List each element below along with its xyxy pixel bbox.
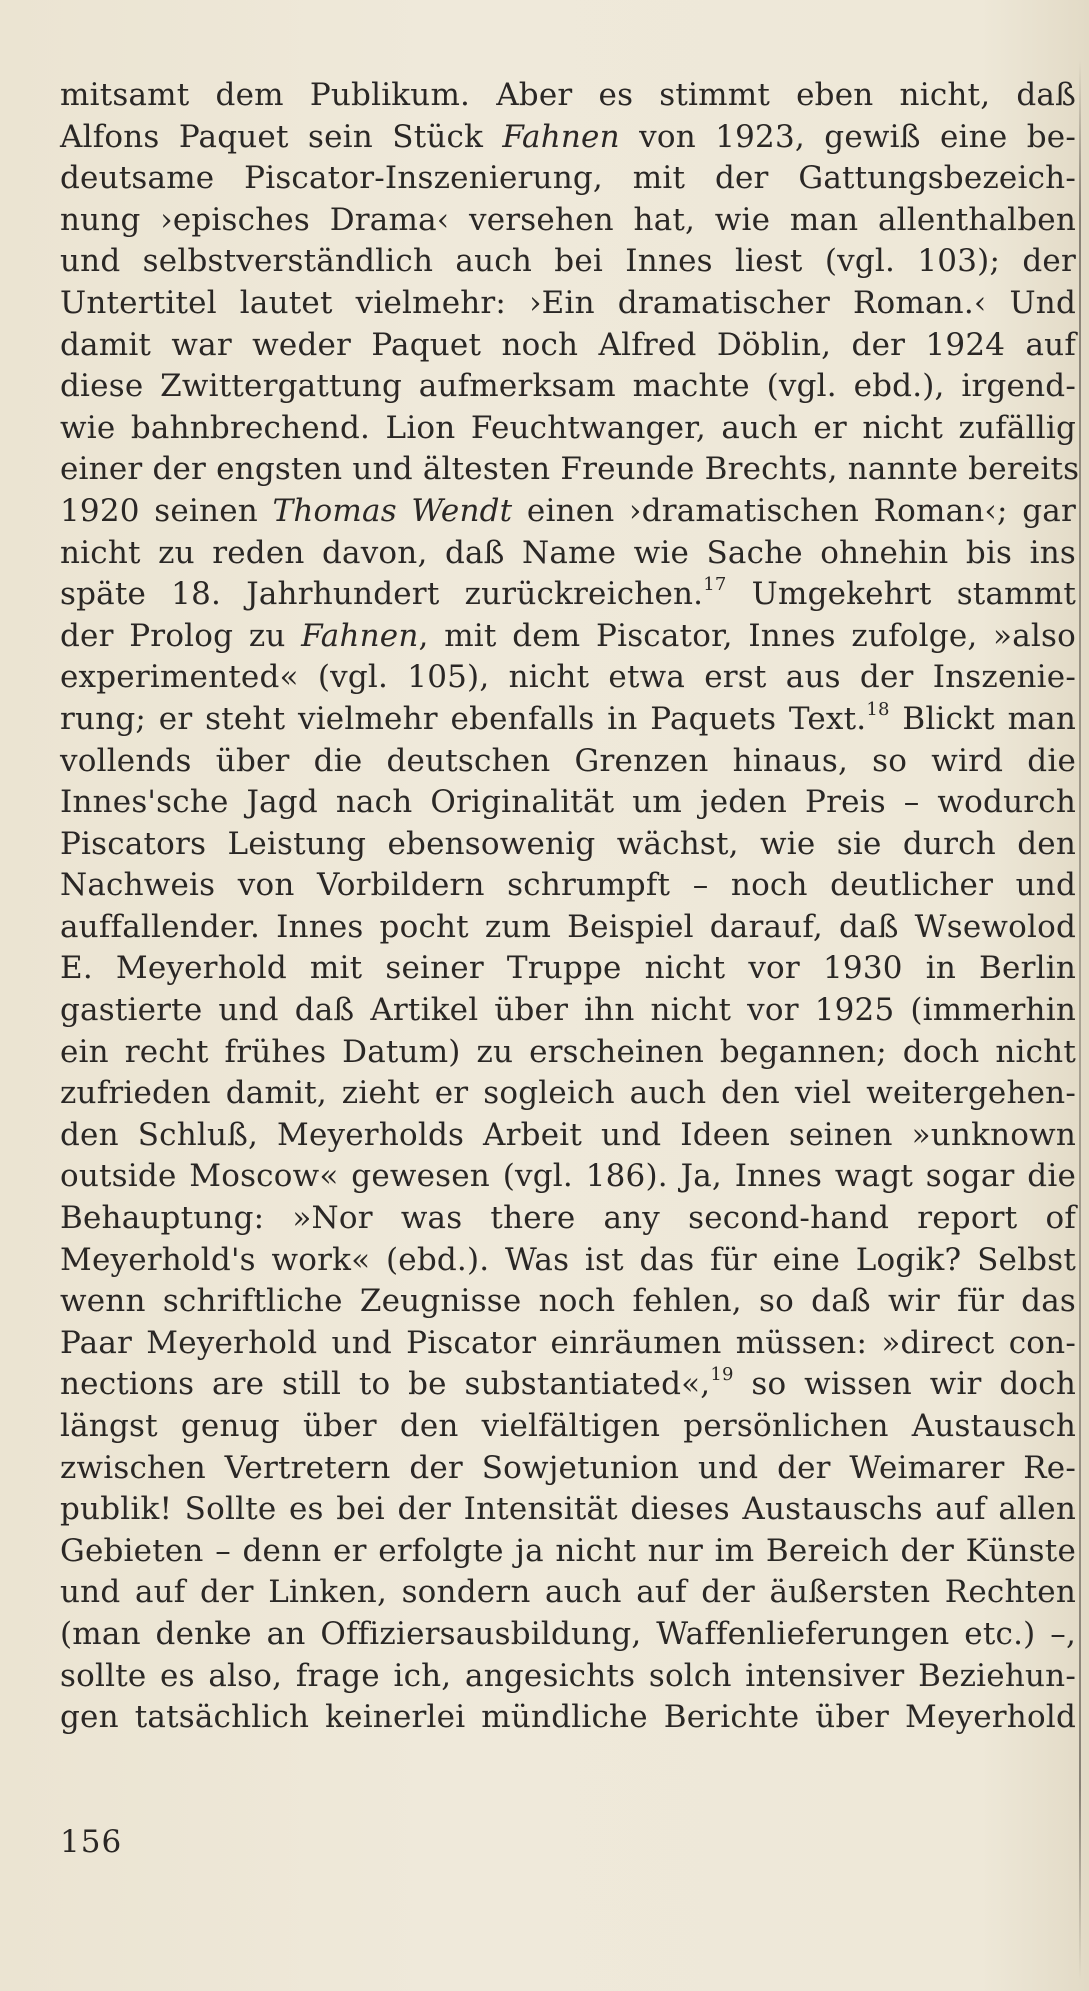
text-run: der Prolog zu xyxy=(60,617,302,654)
text-line xyxy=(60,241,1076,283)
text-run: einen ›dramatischen Roman‹; gar xyxy=(512,492,1076,529)
text-run: Gebieten – denn er erfolgte ja nicht nur im Bereich der Künste xyxy=(60,1532,1076,1569)
text-line xyxy=(60,1240,1076,1282)
text-run: experimented« (vgl. 105), nicht etwa erst aus der Inszenie- xyxy=(60,659,1076,696)
text-run: gen tatsächlich keinerlei mündliche Berichte über Meyerhold xyxy=(60,1699,1076,1736)
text-run: gastierte und daß Artikel über ihn nicht vor 1925 (immerhin xyxy=(60,992,1076,1029)
text-run: so wissen wir doch xyxy=(733,1366,1076,1403)
text-line xyxy=(60,782,1076,824)
text-line xyxy=(60,616,1076,658)
text-run: nung ›episches Drama‹ versehen hat, wie man allenthalben xyxy=(60,201,1076,238)
text-run: und selbstverständlich auch bei Innes liest (vgl. 103); der xyxy=(60,243,1076,280)
text-run: E. Meyerhold mit seiner Truppe nicht vor 1930 in Berlin xyxy=(60,950,1076,987)
text-line xyxy=(60,1406,1076,1448)
text-line xyxy=(60,699,1076,741)
text-line xyxy=(60,948,1076,990)
text-line xyxy=(60,1614,1076,1656)
text-line xyxy=(60,1656,1076,1698)
text-run: , mit dem Piscator, Innes zufolge, »also xyxy=(418,617,1076,654)
footnote-marker: 19 xyxy=(710,1364,734,1386)
text-line xyxy=(60,200,1076,242)
text-run: rung; er steht vielmehr ebenfalls in Paquets Text. xyxy=(60,700,867,737)
text-line xyxy=(60,491,1076,533)
text-line xyxy=(60,533,1076,575)
text-run: Paar Meyerhold und Piscator einräumen müssen: »direct con- xyxy=(60,1324,1076,1361)
italic-title: Thomas Wendt xyxy=(272,492,513,529)
footnote-marker: 17 xyxy=(703,574,727,596)
text-run: zwischen Vertretern der Sowjetunion und der Weimarer Re- xyxy=(60,1449,1076,1486)
text-line xyxy=(60,574,1076,616)
text-line xyxy=(60,1281,1076,1323)
text-run: Nachweis von Vorbildern schrumpft – noch deutlicher und xyxy=(60,867,1076,904)
text-line xyxy=(60,75,1076,117)
text-line xyxy=(60,325,1076,367)
text-run: Umgekehrt stammt xyxy=(726,576,1076,613)
text-line xyxy=(60,1572,1076,1614)
text-line xyxy=(60,158,1076,200)
text-line xyxy=(60,283,1076,325)
text-run: den Schluß, Meyerholds Arbeit und Ideen seinen »unknown xyxy=(60,1116,1076,1153)
text-line xyxy=(60,1489,1076,1531)
text-run: outside Moscow« gewesen (vgl. 186). Ja, Innes wagt sogar die xyxy=(60,1158,1076,1195)
text-run: wenn schriftliche Zeugnisse noch fehlen, so daß wir für das xyxy=(60,1283,1076,1320)
footnote-marker: 18 xyxy=(866,698,890,720)
text-run: späte 18. Jahrhundert zurückreichen. xyxy=(60,576,704,613)
page-number: 156 xyxy=(60,1824,123,1860)
text-run: publik! Sollte es bei der Intensität dieses Austauschs auf allen xyxy=(60,1491,1076,1528)
text-line xyxy=(60,657,1076,699)
text-line xyxy=(60,1364,1076,1406)
text-line xyxy=(60,1697,1076,1739)
text-line xyxy=(60,1323,1076,1365)
text-run: einer der engsten und ältesten Freunde Brechts, nannte bereits xyxy=(60,451,1080,488)
text-run: ein recht frühes Datum) zu erscheinen begannen; doch nicht xyxy=(60,1033,1076,1070)
text-run: 1920 seinen xyxy=(60,492,273,529)
text-run: Behauptung: »Nor was there any second-hand report of xyxy=(60,1200,1076,1237)
text-line xyxy=(60,1448,1076,1490)
italic-title: Fahnen xyxy=(301,617,419,654)
text-run: vollends über die deutschen Grenzen hinaus, so wird die xyxy=(60,742,1076,779)
text-line xyxy=(60,907,1076,949)
text-line xyxy=(60,990,1076,1032)
text-line xyxy=(60,449,1080,491)
text-run: sollte es also, frage ich, angesichts solch intensiver Beziehun- xyxy=(60,1657,1076,1694)
text-run: Blickt man xyxy=(889,700,1077,737)
text-run: von 1923, gewiß eine be- xyxy=(619,118,1076,155)
text-run: diese Zwittergattung aufmerksam machte (vgl. ebd.), irgend- xyxy=(60,368,1076,405)
text-run: Innes'sche Jagd nach Originalität um jeden Preis – wodurch xyxy=(60,784,1076,821)
text-run: wie bahnbrechend. Lion Feuchtwanger, auch er nicht zufällig xyxy=(60,409,1076,446)
text-run: mitsamt dem Publikum. Aber es stimmt eben nicht, daß xyxy=(60,77,1076,113)
text-line xyxy=(60,824,1076,866)
text-line xyxy=(60,1198,1076,1240)
text-run: Untertitel lautet vielmehr: ›Ein dramatischer Roman.‹ Und xyxy=(60,284,1076,321)
text-run: zufrieden damit, zieht er sogleich auch den viel weitergehen- xyxy=(60,1075,1076,1112)
text-run: damit war weder Paquet noch Alfred Döblin, der 1924 auf xyxy=(60,326,1076,363)
text-line xyxy=(60,366,1076,408)
text-run: deutsame Piscator-Inszenierung, mit der Gattungsbezeich- xyxy=(60,160,1076,197)
text-line xyxy=(60,117,1076,159)
text-run: nicht zu reden davon, daß Name wie Sache ohnehin bis ins xyxy=(60,534,1076,571)
text-line xyxy=(60,1156,1076,1198)
text-run: auffallender. Innes pocht zum Beispiel darauf, daß Wsewolod xyxy=(60,908,1076,945)
body-text xyxy=(60,75,1080,1739)
text-line xyxy=(60,408,1076,450)
text-line xyxy=(60,1073,1076,1115)
italic-title: Fahnen xyxy=(502,118,620,155)
text-line xyxy=(60,1531,1076,1573)
text-line xyxy=(60,741,1076,783)
text-line xyxy=(60,865,1076,907)
text-run: Piscators Leistung ebensowenig wächst, wie sie durch den xyxy=(60,825,1076,862)
text-run: (man denke an Offiziersausbildung, Waffenlieferungen etc.) –, xyxy=(60,1615,1076,1652)
page-edge xyxy=(1079,60,1081,1980)
text-line xyxy=(60,1032,1076,1074)
text-run: nections are still to be substantiated«, xyxy=(60,1366,711,1403)
text-line xyxy=(60,1115,1076,1157)
text-run: Meyerhold's work« (ebd.). Was ist das für eine Logik? Selbst xyxy=(60,1241,1076,1278)
text-run: längst genug über den vielfältigen persönlichen Austausch xyxy=(60,1408,1076,1444)
text-run: Alfons Paquet sein Stück xyxy=(60,118,503,155)
text-run: und auf der Linken, sondern auch auf der äußersten Rechten xyxy=(60,1574,1076,1611)
